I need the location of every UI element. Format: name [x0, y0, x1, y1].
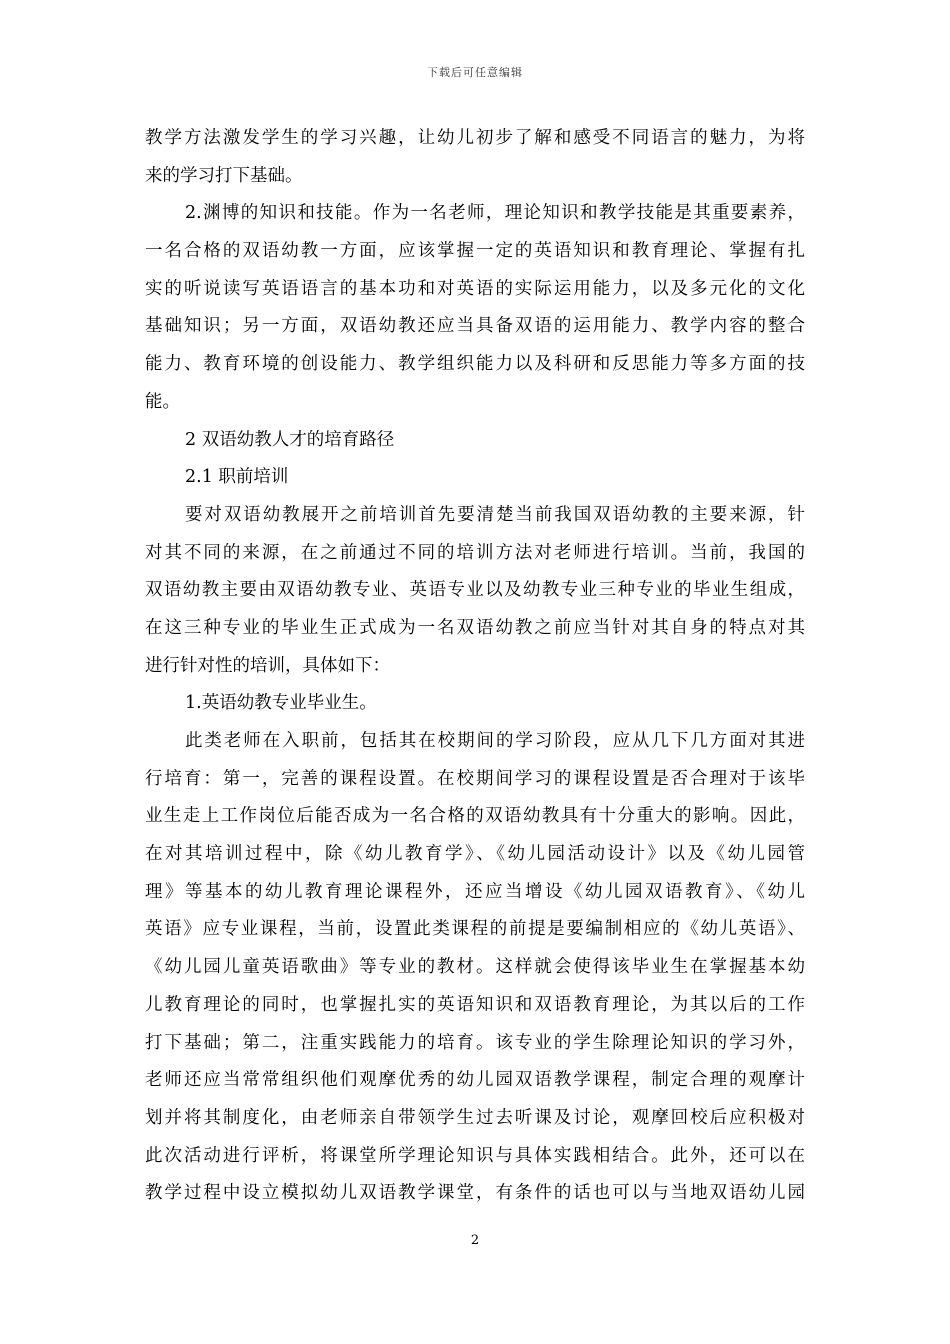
- text-line: 对其不同的来源，在之前通过不同的培训方法对老师进行培训。当前，我国的: [145, 542, 805, 563]
- text-line: 要对双语幼教展开之前培训首先要清楚当前我国双语幼教的主要来源，针: [185, 504, 805, 525]
- text-line: 能。: [145, 391, 180, 412]
- text-line: 划并将其制度化，由老师亲自带领学生过去听课及讨论，观摩回校后应积极对: [145, 1107, 805, 1128]
- text-line: 双语幼教主要由双语幼教专业、英语专业以及幼教专业三种专业的毕业生组成，: [145, 580, 805, 601]
- text-line: 能力、教育环境的创设能力、教学组织能力以及科研和反思能力等多方面的技: [145, 354, 805, 375]
- text-line: 1.英语幼教专业毕业生。: [185, 693, 377, 714]
- text-line: 教学过程中设立模拟幼儿双语教学课堂，有条件的话也可以与当地双语幼儿园: [145, 1183, 805, 1204]
- text-line: 在这三种专业的毕业生正式成为一名双语幼教之前应当针对其自身的特点对其: [145, 617, 805, 638]
- text-line: 实的听说读写英语语言的基本功和对英语的实际运用能力，以及多元化的文化: [145, 278, 805, 299]
- text-line: 此次活动进行评析，将课堂所学理论知识与具体实践相结合。此外，还可以在: [145, 1145, 805, 1166]
- text-line: 在对其培训过程中，除《幼儿教育学》、《幼儿园活动设计》以及《幼儿园管: [145, 844, 805, 865]
- text-line: 2 双语幼教人才的培育路径: [185, 429, 395, 450]
- text-line: 理》等基本的幼儿教育理论课程外，还应当增设《幼儿园双语教育》、《幼儿: [145, 881, 805, 902]
- text-line: 行培育：第一，完善的课程设置。在校期间学习的课程设置是否合理对于该毕: [145, 768, 805, 789]
- text-line: 来的学习打下基础。: [145, 165, 303, 186]
- text-line: 2.1 职前培训: [185, 467, 289, 488]
- text-line: 2.渊博的知识和技能。作为一名老师，理论知识和教学技能是其重要素养，: [185, 203, 805, 224]
- page-header-note: 下载后可任意编辑: [427, 66, 523, 79]
- text-line: 业生走上工作岗位后能否成为一名合格的双语幼教具有十分重大的影响。因此，: [145, 806, 805, 827]
- text-line: 教学方法激发学生的学习兴趣，让幼儿初步了解和感受不同语言的魅力，为将: [145, 128, 805, 148]
- text-line: 进行针对性的培训，具体如下：: [145, 655, 390, 676]
- text-line: 一名合格的双语幼教一方面，应该掌握一定的英语知识和教育理论、掌握有扎: [145, 241, 805, 262]
- text-line: 此类老师在入职前，包括其在校期间的学习阶段，应从几下几方面对其进: [185, 731, 805, 751]
- page-number: 2: [470, 1233, 480, 1248]
- text-line: 基础知识；另一方面，双语幼教还应当具备双语的运用能力、教学内容的整合: [145, 316, 805, 337]
- text-line: 老师还应当常常组织他们观摩优秀的幼儿园双语教学课程，制定合理的观摩计: [145, 1070, 805, 1091]
- text-line: 英语》应专业课程，当前，设置此类课程的前提是要编制相应的《幼儿英语》、: [145, 919, 805, 940]
- text-line: 儿教育理论的同时，也掌握扎实的英语知识和双语教育理论，为其以后的工作: [145, 994, 805, 1015]
- text-line: 《幼儿园儿童英语歌曲》等专业的教材。这样就会使得该毕业生在掌握基本幼: [145, 957, 805, 978]
- document-body: [145, 120, 805, 1213]
- text-line: 打下基础；第二，注重实践能力的培育。该专业的学生除理论知识的学习外，: [145, 1032, 805, 1053]
